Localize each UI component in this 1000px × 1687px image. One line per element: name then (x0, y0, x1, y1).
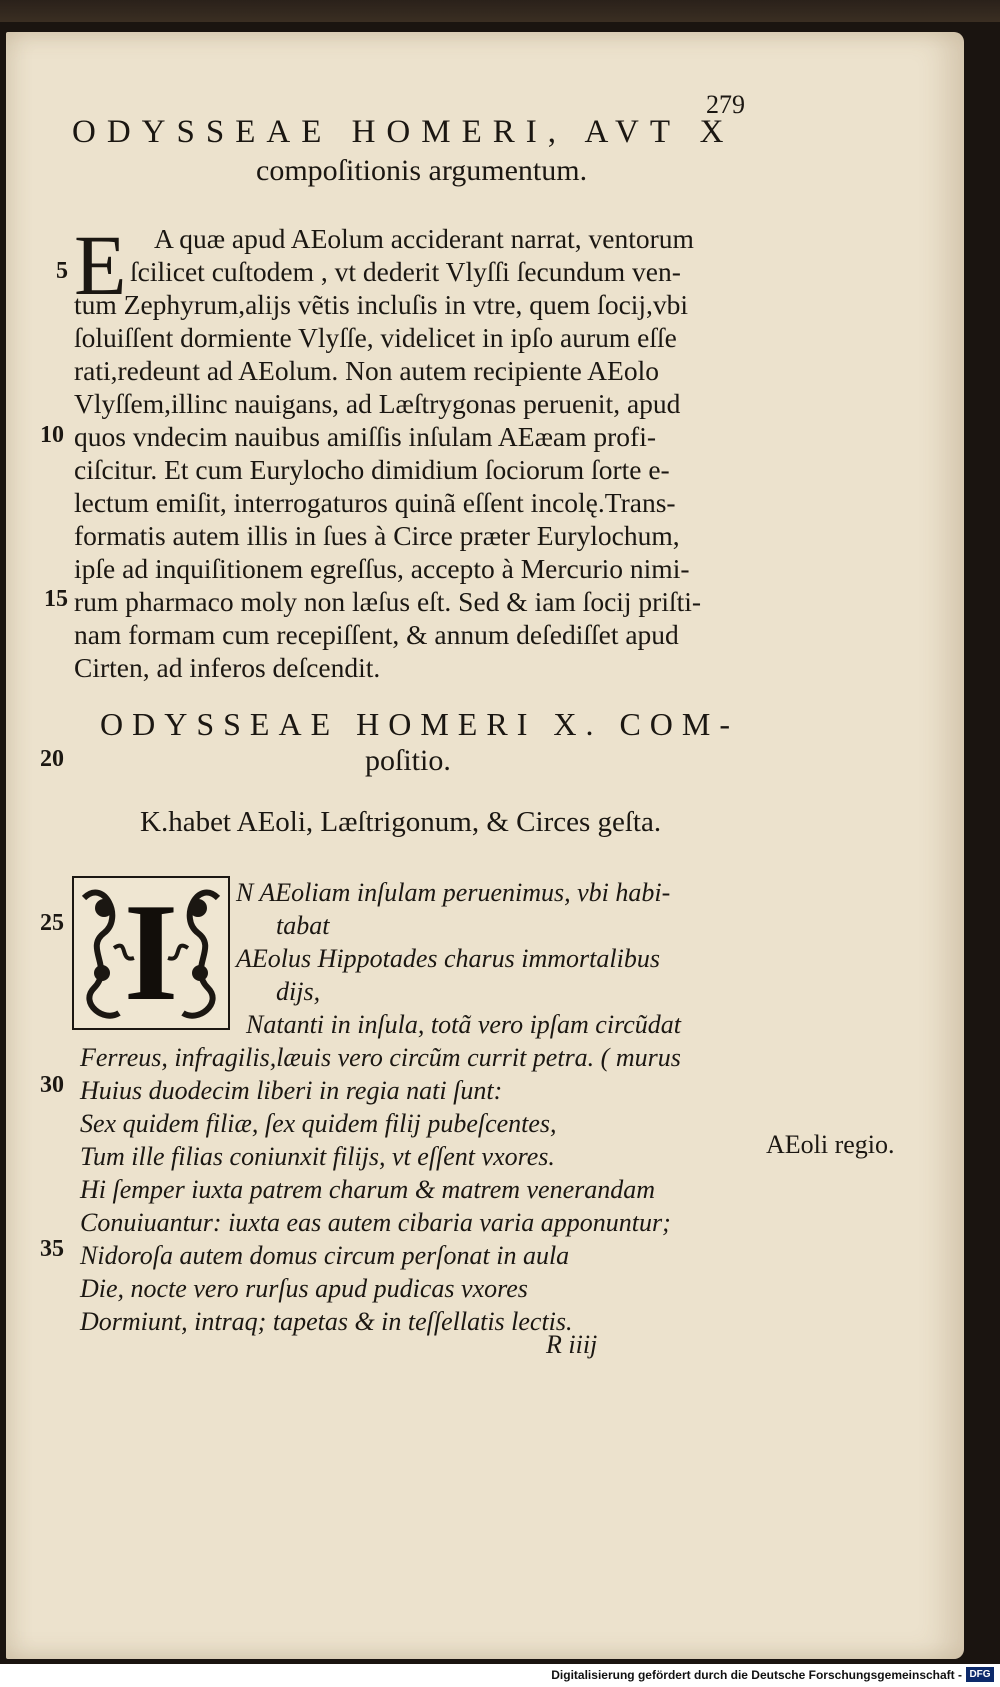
verse-line: tabat (276, 911, 330, 940)
scan-top-border (0, 0, 1000, 22)
heading-title-line1: ODYSSEAE HOMERI, AVT X (72, 114, 735, 150)
paragraph-line: quos vndecim nauibus amiſſis inſulam AEæam profi- (74, 421, 657, 452)
argument-paragraph (74, 217, 750, 684)
paragraph-line: tum Zephyrum,alijs vẽtis incluſis in vtre, quem ſocij,vbi (74, 289, 689, 320)
verse-line: Tum ille filias coniunxit filijs, vt eſſent vxores. (80, 1142, 555, 1171)
paragraph-line: Vlyſſem,illinc nauigans, ad Læſtrygonas peruenit, apud (74, 388, 681, 419)
paragraph-line: formatis autem illis in ſues à Circe præter Eurylochum, (74, 520, 680, 551)
line-number: 20 (40, 746, 64, 772)
paragraph-line: A quæ apud AEolum acciderant narrat, ventorum (154, 223, 694, 254)
paragraph-line: lectum emiſit, interrogaturos quinã eſſent incolę.Trans- (74, 487, 676, 518)
paragraph-line: rum pharmaco moly non læſus eſt. Sed & iam ſocij priſti- (74, 586, 702, 617)
verse-line: Hi ſemper iuxta patrem charum & matrem venerandam (80, 1175, 656, 1204)
initial-letter: I (123, 875, 179, 1030)
paragraph-line: ſcilicet cuſtodem , vt dederit Vlyſſi ſecundum ven- (130, 256, 681, 287)
line-number: 5 (56, 258, 68, 284)
section-heading-line1: ODYSSEAE HOMERI X. COM- (100, 706, 740, 742)
line-number: 30 (40, 1072, 64, 1098)
line-number: 35 (40, 1236, 64, 1262)
digitization-footer (0, 1664, 1000, 1687)
paragraph-line: ciſcitur. Et cum Eurylocho dimidium ſociorum ſorte e- (74, 454, 670, 485)
verse-line: N AEoliam inſulam peruenimus, vbi habi- (236, 878, 671, 907)
verse-line: Huius duodecim liberi in regia nati ſunt: (80, 1076, 503, 1105)
verse-line: Sex quidem filiæ, ſex quidem filij pubeſcentes, (80, 1109, 557, 1138)
margin-note: AEoli regio. (766, 1130, 895, 1159)
paragraph-line: Cirten, ad inferos deſcendit. (74, 652, 381, 683)
signature-mark: R iiij (546, 1330, 598, 1359)
section-subheading: K.habet AEoli, Læſtrigonum, & Circes geſta. (140, 806, 662, 838)
verse-line: Natanti in inſula, totã vero ipſam circũdat (246, 1010, 681, 1039)
line-number: 25 (40, 910, 64, 936)
verse-line: Conuiuantur: iuxta eas autem cibaria varia apponuntur; (80, 1208, 671, 1237)
drop-cap-letter: E (74, 217, 127, 313)
page-number: 279 (706, 90, 745, 119)
verse-block (80, 876, 681, 1338)
verse-line: Nidoroſa autem domus circum perſonat in aula (80, 1241, 570, 1270)
verse-line: Die, nocte vero rurſus apud pudicas vxores (80, 1274, 528, 1303)
paragraph-line: nam formam cum recepiſſent, & annum deſediſſet apud (74, 619, 679, 650)
paragraph-line: ipſe ad inquiſitionem egreſſus, accepto à Mercurio nimi- (74, 553, 690, 584)
dfg-logo-icon: DFG (966, 1667, 994, 1682)
verse-line: dijs, (276, 977, 321, 1006)
section-heading-line2: poſitio. (365, 744, 451, 777)
heading-title-line2: compoſitionis argumentum. (256, 154, 588, 187)
paragraph-line: rati,redeunt ad AEolum. Non autem recipiente AEolo (74, 355, 659, 386)
line-number: 15 (44, 586, 68, 612)
paragraph-line: ſoluiſſent dormiente Vlyſſe, videlicet in ipſo aurum eſſe (74, 322, 677, 353)
footer-credit: Digitalisierung gefördert durch die Deutsche Forschungsgemeinschaft - (551, 1668, 962, 1682)
verse-line: Dormiunt, intraq; tapetas & in teſſellatis lectis. (80, 1307, 573, 1336)
verse-line: AEolus Hippotades charus immortalibus (236, 944, 660, 973)
line-number: 10 (40, 422, 64, 448)
verse-line: Ferreus, infragilis,læuis vero circũm currit petra. ( murus (80, 1043, 681, 1072)
